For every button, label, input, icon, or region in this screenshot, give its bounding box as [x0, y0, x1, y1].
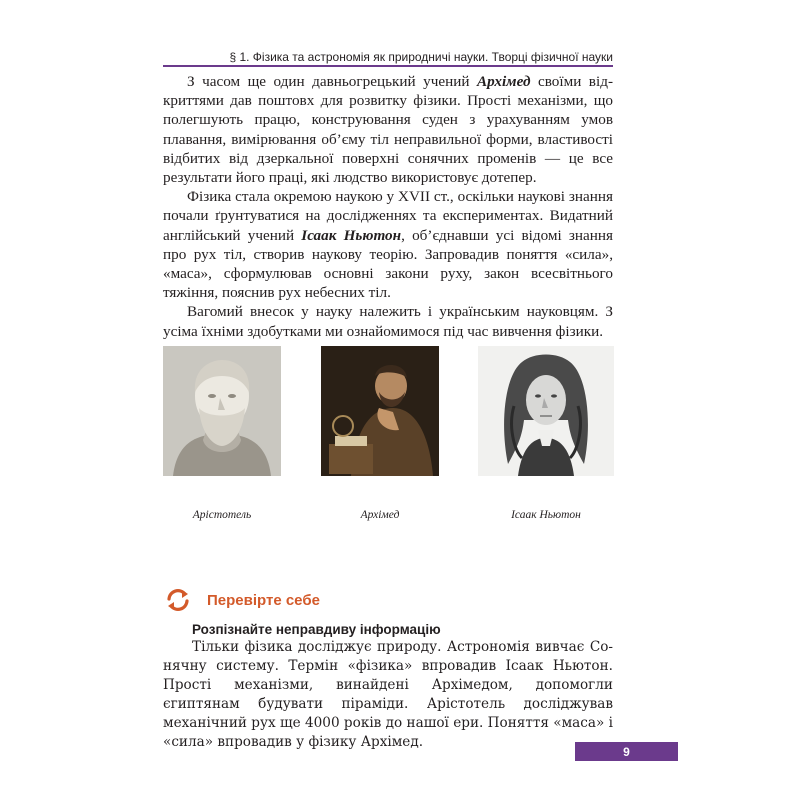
check-yourself-title: Перевірте себе [207, 591, 320, 609]
running-header [163, 44, 613, 64]
portrait-archimedes [321, 346, 439, 521]
paragraph-archimedes [163, 72, 613, 187]
paragraph-text: З часом ще один давньогрецький учений [187, 73, 477, 90]
paragraph-newton [163, 187, 613, 302]
caption-archimedes: Архімед [360, 509, 400, 521]
body-text [163, 72, 613, 341]
paragraph-text: , об’єднавши усі відомі знання про рух тіл, створив наукову теорію. Запровадив поняття «сила», «маса», сформулював основні закони руху, закон всесвітнього тяжіння, пояснив рух небесних тіл. [163, 226, 614, 302]
header-rule [163, 65, 613, 67]
page-number [575, 742, 678, 761]
portrait-aristotle [163, 346, 281, 521]
caption-newton: Ісаак Ньютон [511, 509, 581, 521]
newton-engraving-image [478, 346, 614, 476]
caption-aristotle: Арістотель [192, 509, 252, 521]
term-archimedes: Архімед [476, 73, 531, 90]
page-number-label: 9 [623, 744, 630, 759]
archimedes-painting-image [321, 346, 439, 476]
term-newton: Ісаак Ньютон [301, 226, 402, 244]
paragraph-ukrainian: Вагомий внесок у науку належить і українським науковцям. З усіма їхніми здобутками ми ознайомимося під час вивчення фізики. [163, 303, 613, 340]
paragraph-text: своїми відкриттями дав поштовх для розвитку фізики. Прості механізми, що полегшують працю, конструювання суден з урахуванням умов плавання, вимірювання об’єму тіл неправильної форми, властивості відбитих від дзеркальної поверхні сонячних променів — це все результати його праці, які людство використовує дотепер. [163, 73, 613, 187]
portrait-newton [478, 346, 614, 521]
aristotle-bust-image [163, 346, 281, 476]
check-yourself-heading [163, 586, 613, 614]
paragraph-text: Фізика стала окремою наукою у XVII ст., оскільки наукові знання почали ґрунтуватися на дослідженнях та експериментах. Видатний англійський учений [163, 188, 613, 244]
task-paragraph: Тільки фізика досліджує природу. Астрономія вивчає Сонячну систему. Термін «фізика» впровадив Ісаак Ньютон. Прості механізми, винайдені Архімедом, допомогли єгиптянам будувати піраміди. Арістотель досліджував механічний рух ще 4000 років до нашої ери. Поняття «маса» і «сила» впровадив у фізику Архімед. [163, 639, 613, 750]
header-title: § 1. Фізика та астрономія як природничі науки. Творці фізичної науки [229, 50, 613, 64]
task-title: Розпізнайте неправдиву інформацію [192, 622, 441, 637]
portrait-gallery [163, 346, 613, 536]
refresh-cycle-icon [163, 586, 193, 614]
task-text [163, 638, 613, 752]
